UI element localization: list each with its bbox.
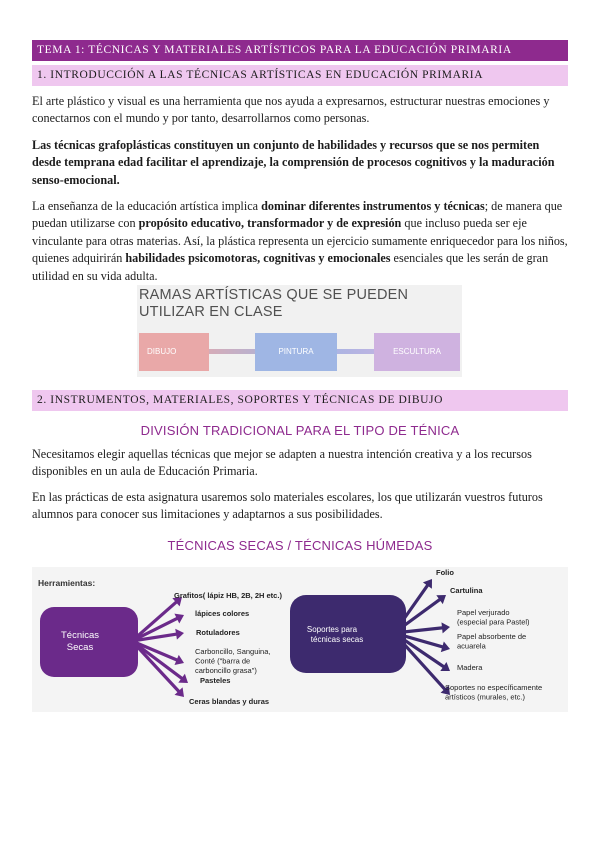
tecnicas-secas-diagram [32, 567, 568, 712]
left-item-3-line0: Carboncillo, Sanguina, [195, 647, 271, 656]
left-item-3-line2: carboncillo grasa") [195, 666, 257, 675]
section1-heading: 1. INTRODUCCIÓN A LAS TÉCNICAS ARTÍSTICAS EN EDUCACIÓN PRIMARIA [32, 65, 568, 86]
secas-humedas-subtitle: TÉCNICAS SECAS / TÉCNICAS HÚMEDAS [167, 537, 433, 553]
division-subtitle: DIVISIÓN TRADICIONAL PARA EL TIPO DE TÉNICA [140, 423, 460, 438]
tecnicas-secas-line1: Técnicas [60, 630, 100, 641]
practicas-paragraph: En las prácticas de esta asignatura usaremos solo materiales escolares, los que utilizarán vuestros futuros alumnos para conocer sus limitaciones y adaptarnos a sus posibilidades. [32, 489, 543, 522]
right-item-4-line0: Madera [457, 663, 483, 672]
left-item-1-line0: lápices colores [195, 609, 250, 618]
left-item-5-line0: Ceras blandas y duras [189, 697, 270, 706]
soportes-line2: técnicas secas [310, 635, 364, 644]
elegir-paragraph: Necesitamos elegir aquellas técnicas que mejor se adapten a nuestra intención creativa y a los recursos disponibles en un aula de Educación Primaria. [32, 447, 532, 479]
tecnicas-secas-line2: Secas [66, 642, 94, 653]
soportes-box [290, 595, 406, 673]
section2-heading: 2. INSTRUMENTOS, MATERIALES, SOPORTES Y TÉCNICAS DE DIBUJO [32, 390, 568, 411]
right-item-2-line1: (especial para Pastel) [457, 617, 530, 627]
ensenanza-paragraph: La enseñanza de la educación artística implica dominar diferentes instrumentos y técnicas; de manera que puedan utilizarse con propósito educativo, transformador y de expresión que incluso pueda ser eje vinculante para otras materias. Así, la plástica representa un ejercicio sumamente enriquecedor para los niños, quienes adquirirán habilidades psicomotoras, cognitivas y emocionales esenciales que les serán de gran utilidad en su vida adulta. [32, 199, 568, 283]
herramientas-label: Herramientas: [38, 578, 96, 588]
left-item-3-line1: Conté ("barra de [195, 656, 251, 666]
ramas-item-pintura: PINTURA [255, 333, 337, 371]
right-item-1-line0: Cartulina [450, 586, 483, 595]
left-item-2-line0: Rotuladores [196, 628, 240, 637]
ramas-artisticas-figure [137, 285, 462, 377]
ramas-item-escultura: ESCULTURA [374, 333, 460, 371]
right-item-3-line0: Papel absorbente de [457, 632, 527, 641]
left-item-4-line0: Pasteles [200, 676, 231, 685]
left-item-0-line0: Grafitos( lápiz HB, 2B, 2H etc.) [174, 591, 282, 600]
ramas-item-dibujo: DIBUJO [139, 333, 209, 371]
grafoplasticas-paragraph: Las técnicas grafoplásticas constituyen un conjunto de habilidades y recursos que se nos permiten desde temprana edad facilitar el aprendizaje, la comprensión de procesos cognitivos y la maduración senso-emocional. [32, 137, 555, 187]
topic-banner: TEMA 1: TÉCNICAS Y MATERIALES ARTÍSTICOS PARA LA EDUCACIÓN PRIMARIA [32, 40, 568, 61]
right-item-5-line1: artísticos (murales, etc.) [445, 692, 526, 702]
right-item-0-line0: Folio [436, 568, 454, 577]
soportes-line1: Soportes para [306, 625, 358, 634]
right-item-5-line0: Soportes no específicamente [445, 683, 543, 692]
right-item-2-line0: Papel verjurado [457, 608, 510, 617]
intro-paragraph: El arte plástico y visual es una herramienta que nos ayuda a expresarnos, estructurar nuestras emociones y conectarnos con el mundo y por tanto, desarrollarnos como personas. [32, 94, 550, 126]
ramas-title: RAMAS ARTÍSTICAS QUE SE PUEDEN UTILIZAR EN CLASE [139, 287, 409, 320]
right-item-3-line1: acuarela [457, 641, 486, 651]
document-page [32, 40, 568, 706]
